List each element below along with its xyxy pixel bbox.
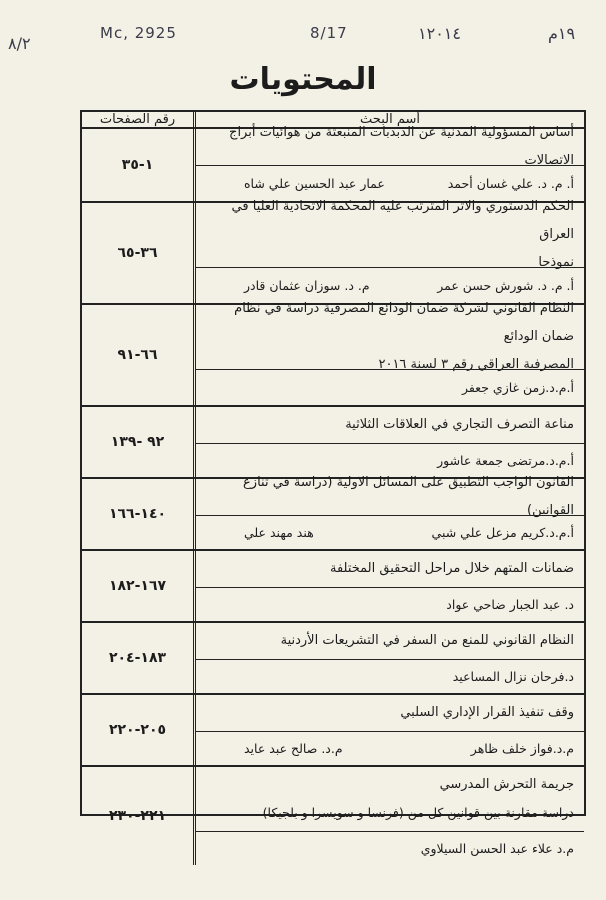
research-title (196, 767, 584, 831)
research-title-line: جريمة التحرش المدرسي (439, 777, 574, 792)
author-name: عمار عبد الحسين علي شاه (244, 176, 385, 191)
research-title-line: القانون الواجب التطبيق على المسائل الاولية (دراسة في تنازع القوانين) (243, 475, 574, 518)
research-title (196, 301, 584, 372)
author-name: د.فرحان نزال المساعيد (452, 669, 574, 684)
author-name: أ. م. د. شورش حسن عمر (437, 278, 574, 293)
research-title (196, 623, 584, 659)
research-title-line: دراسة مقارنة بين قوانين كل من (فرنسا و سويسرا و بلجيكا) (262, 805, 574, 820)
author-name: د. عبد الجبار ضاحي عواد (446, 597, 574, 612)
entry-cell (196, 407, 584, 477)
author-name: هند مهند علي (244, 525, 314, 540)
authors (196, 369, 584, 405)
page-range: ٢٠٥-٢٢٠ (82, 695, 196, 765)
author-name: م.د علاء عبد الحسن السيلاوي (420, 841, 574, 856)
pages-column-header: رقم الصفحات (82, 112, 196, 127)
handwritten-mark-3: 8/17 (310, 24, 348, 42)
page-range: ٩٢ -١٣٩ (82, 407, 196, 477)
page-range: ١٨٣-٢٠٤ (82, 623, 196, 693)
page-range: ١-٣٥ (82, 129, 196, 201)
research-title-line: الحكم الدستوري والاثر المترتب عليه المحكمة الاتحادية العليا في العراق (231, 199, 574, 242)
page-range: ١٤٠-١٦٦ (82, 479, 196, 549)
page-range: ٢٢١-٢٣٠ (82, 767, 196, 865)
entry-cell (196, 301, 584, 405)
handwritten-mark-2: Mc, 2925 (100, 24, 177, 42)
entry-cell (196, 623, 584, 693)
author-name: أ.م.د.كريم مزعل علي شبي (431, 525, 574, 540)
research-title (196, 407, 584, 443)
table-row (82, 767, 584, 865)
table-row (82, 125, 584, 203)
entry-cell (196, 695, 584, 765)
research-title (196, 199, 584, 270)
contents-table (80, 110, 586, 856)
research-title (196, 475, 584, 518)
authors (196, 659, 584, 693)
authors (196, 731, 584, 765)
research-title (196, 125, 584, 168)
research-title-line: النظام القانوني لشركة ضمان الودائع المصرفية دراسة في نظام ضمان الودائع (234, 301, 574, 344)
page-range: ٦٦-٩١ (82, 305, 196, 405)
entry-cell (196, 125, 584, 201)
author-name: أ.م.د.زمن غازي جعفر (461, 380, 574, 395)
entry-cell (196, 199, 584, 303)
author-name: أ. م. د. علي غسان أحمد (447, 176, 574, 191)
research-title (196, 695, 584, 731)
research-title-line: ضمانات المتهم خلال مراحل التحقيق المختلفة (330, 561, 574, 576)
entry-cell (196, 551, 584, 621)
research-title-line: المصرفية العراقي رقم ٣ لسنة ٢٠١٦ (378, 357, 574, 372)
table-row (82, 551, 584, 623)
handwritten-mark-1: ٨/٢ (8, 34, 31, 53)
entry-cell (196, 475, 584, 549)
table-row (82, 695, 584, 767)
table-row (82, 475, 584, 551)
authors (196, 587, 584, 621)
author-name: م.د. صالح عبد عايد (244, 741, 343, 756)
page-range: ١٦٧-١٨٢ (82, 551, 196, 621)
handwritten-mark-5: ١٩م (548, 24, 576, 43)
authors (196, 831, 584, 865)
research-column-header: أسم البحث (360, 112, 420, 127)
author-name: أ.م.د.مرتضى جمعة عاشور (437, 453, 574, 468)
author-name: م. د. سوزان عثمان قادر (244, 278, 370, 293)
research-title-line: وقف تنفيذ القرار الإداري السلبي (400, 705, 574, 720)
table-row (82, 623, 584, 695)
handwritten-mark-4: ١٢٠١٤ (418, 24, 461, 43)
page-title: المحتويات (229, 62, 377, 97)
table-row (82, 199, 584, 305)
research-title-line: أساس المسؤولية المدنية عن الذبذبات المنبعثة من هوائيات أبراج الاتصالات (229, 125, 574, 168)
table-row (82, 301, 584, 407)
entry-cell (196, 767, 584, 865)
research-title-line: النظام القانوني للمنع من السفر في التشريعات الأردنية (280, 633, 574, 648)
research-title (196, 551, 584, 587)
authors (196, 515, 584, 549)
page-range: ٣٦-٦٥ (82, 203, 196, 303)
author-name: م.د.فواز خلف ظاهر (470, 741, 574, 756)
research-title-line: مناعة التصرف التجاري في العلاقات الثلاثية (345, 417, 574, 432)
research-title-line: نموذجا (538, 255, 574, 270)
